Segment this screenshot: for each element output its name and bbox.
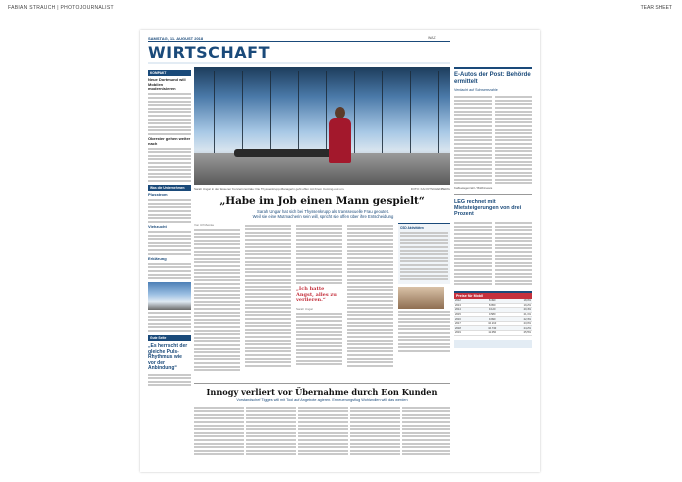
sidebar-quote: „Es herrscht der gleiche Puls-Rhythmus wie vor der Anbindung“	[148, 343, 188, 372]
section-underline	[148, 62, 450, 64]
second-deck: Vorstandschef Tigges will mit Tool auf Angebote agieren. Erneuerungsflug Wohlwollen will das werden	[236, 398, 408, 402]
price-table-cell: 19,2%	[523, 303, 531, 307]
lead-photo	[194, 67, 450, 185]
price-table-cell: 2012	[455, 299, 461, 303]
price-table-cell: 2018	[455, 326, 461, 330]
second-column-2	[246, 405, 296, 463]
right-column	[454, 67, 532, 465]
lead-headline: „Habe im Job einen Mann gespielt“	[219, 195, 425, 207]
right-headline-2: LEG rechnet mit Mietsteigerungen von drei Prozent	[454, 199, 522, 218]
kompakt-label: KOMPAKT	[148, 70, 191, 76]
second-headline: Innogy verliert vor Übernahme durch Eon Kunden	[206, 387, 438, 397]
top-bar	[0, 0, 682, 16]
price-table-cell: 9.990	[488, 317, 496, 321]
price-table-cell: 21,1%	[523, 313, 531, 316]
second-column-3	[298, 405, 348, 463]
price-table-title: Preise für Mobil	[454, 293, 532, 299]
price-table-cell: 8.950	[488, 303, 496, 307]
price-table-cell: 23,0%	[523, 322, 531, 326]
price-table-cell: 2016	[455, 317, 461, 321]
price-table	[454, 291, 532, 336]
sidebar-block2-label: Was die Unternehmen	[148, 185, 191, 191]
price-table-cell: 9.580	[488, 313, 496, 316]
price-table-cell: 18,0%	[523, 299, 531, 303]
price-table-cell: 2014	[455, 308, 461, 312]
price-table-cell: 2019	[455, 331, 461, 335]
price-table-cell: 2015	[455, 313, 461, 316]
price-table-cell: 20,4%	[523, 308, 531, 312]
price-table-cell: 11.050	[488, 331, 497, 335]
lead-deck-line-1: Sarah Ungar hat sich bei Thyssenkrupp als transsexuelle Frau geoutet.	[257, 209, 389, 214]
price-table-cell: 8.490	[488, 299, 496, 303]
photo-caption: Sarah Ungar in der Essener Konzernzentrale: Die Thyssenkrupp-Managerin geht offen mit ihrem Coming-out um.	[194, 187, 345, 191]
story-divider	[194, 383, 450, 384]
price-table-cell: 10.210	[488, 322, 497, 326]
article-column-2	[245, 223, 291, 383]
sidebar-item-viehzucht: Viehzucht	[148, 223, 167, 229]
photographer-credit: FABIAN STRAUCH | PHOTOJOURNALIST	[8, 5, 114, 11]
article-column-1	[194, 223, 240, 383]
tear-sheet-label: TEAR SHEET	[640, 5, 672, 11]
sidebar-photo	[148, 282, 191, 310]
second-column-4	[350, 405, 400, 463]
sidebar-item-erklaerung: Erklärung	[148, 255, 167, 261]
second-column-5	[402, 405, 450, 463]
info-box	[398, 223, 450, 284]
portrait-figure	[329, 107, 351, 163]
date-line: SAMSTAG, 11. AUGUST 2018	[148, 36, 204, 41]
price-table-cell: 2017	[455, 322, 461, 326]
pullquote-attribution: Sarah Ungar	[296, 306, 314, 311]
byline: Von Ulf Meinke	[194, 223, 215, 227]
right-subheadline-1: Verdacht auf Schwerezahle	[454, 87, 498, 92]
brand-mark: WAZ	[428, 36, 436, 40]
column-photo	[398, 287, 444, 309]
photo-credit: FOTO: KAI KITSCHENBERG	[410, 187, 450, 191]
sidebar-headline-1: Neue Dortmund will Mobilen modernisieren	[148, 77, 186, 92]
pullquote: „Ich hatte Angst, alles zu verlieren.“	[296, 286, 337, 304]
sidebar-column	[148, 67, 191, 465]
sidebar-headline-2: Oberster gehen weiter nach	[148, 135, 191, 146]
sidebar-item-plusstrom: Plusstrom	[148, 192, 168, 198]
lead-deck-line-2: Weil sie eine Mutmacherin sein will, spricht sie offen über ihre Entscheidung	[252, 214, 394, 219]
price-table-cell: 22,3%	[523, 317, 531, 321]
section-title: WIRTSCHAFT	[148, 43, 270, 62]
second-column-1	[194, 405, 244, 463]
footer-strip	[454, 340, 532, 348]
price-table-cell: 10.740	[488, 326, 497, 330]
article-column-4	[347, 223, 393, 383]
price-table-cell: 25,5%	[523, 331, 531, 335]
lead-deck	[208, 209, 438, 219]
price-table-cell: 2013	[455, 303, 461, 307]
newspaper-page	[140, 30, 540, 472]
main-column	[194, 67, 450, 465]
price-table-rows	[454, 299, 532, 336]
sidebar-block4-label: Gute Seite	[148, 335, 191, 341]
price-table-cell: 9.120	[488, 308, 496, 312]
info-box-label: CSD Aktivitäten	[400, 226, 424, 230]
right-headline-1: E-Autos der Post: Behörde ermittelt	[454, 72, 531, 85]
article-column-3	[296, 223, 342, 383]
price-table-row	[454, 331, 532, 336]
header-rule	[148, 41, 450, 42]
article-column-5	[398, 223, 450, 383]
price-table-cell: 24,2%	[523, 326, 531, 330]
right-legend: Kaffeelagerzahl / Bildhinweis	[454, 186, 493, 191]
